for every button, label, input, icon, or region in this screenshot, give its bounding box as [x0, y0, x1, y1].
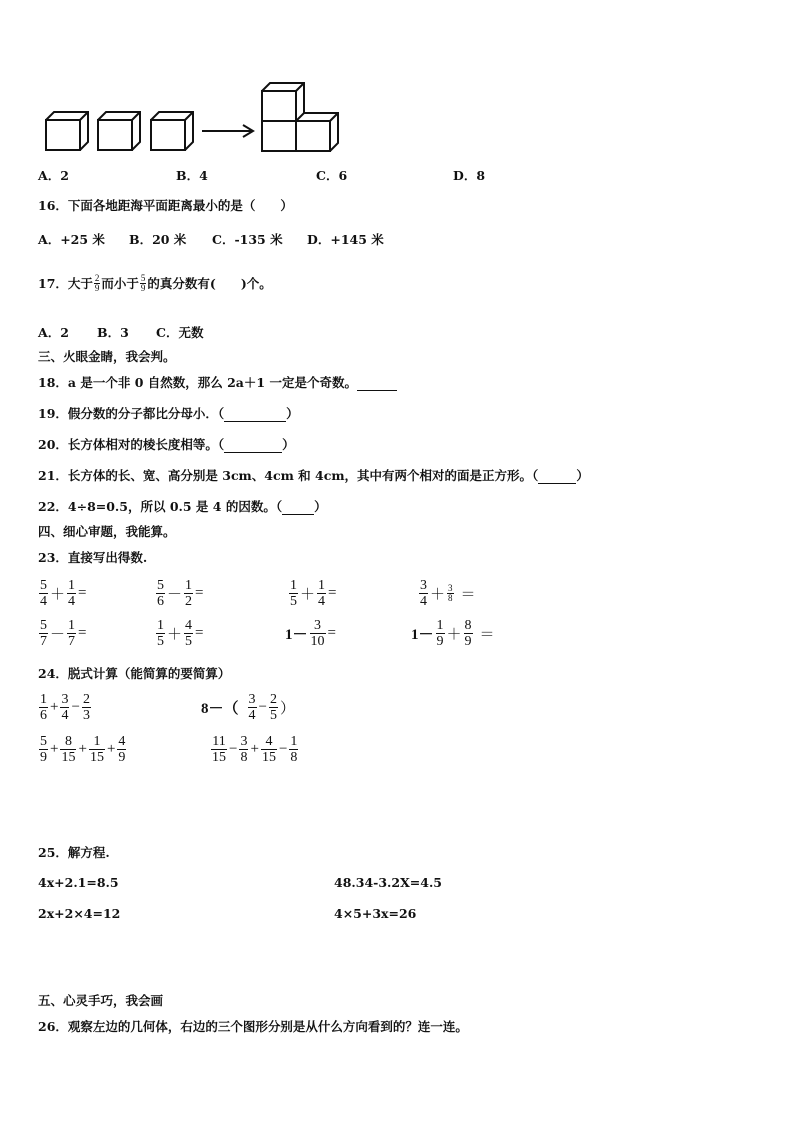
fraction: $\frac{3}{4}$: [248, 692, 256, 723]
q23-expr-8: [410, 618, 496, 649]
operator: －: [50, 627, 66, 643]
q22-answer-blank[interactable]: [282, 500, 314, 515]
fraction: $\frac{1}{7}$: [68, 618, 76, 649]
fraction: $\frac{5}{4}$: [40, 578, 47, 609]
q23-expr-4: [418, 578, 477, 609]
q15-option-b[interactable]: B．4: [176, 168, 208, 183]
equals: =: [78, 625, 87, 641]
fraction: $\frac{1}{2}$: [185, 578, 193, 609]
section-3-heading: 三、火眼金睛，我会判。: [38, 349, 176, 364]
fraction: $\frac{8}{9}$: [464, 618, 472, 649]
fraction: $\frac{3}{10}$: [310, 618, 325, 649]
operator: −: [229, 741, 238, 757]
operator: 1－: [411, 627, 434, 643]
q17-suffix: 的真分数有( )个。: [147, 275, 272, 291]
operator: ＋: [446, 627, 462, 643]
q23-expr-6: [155, 618, 204, 649]
equals: =: [78, 585, 87, 601]
fraction: $\frac{3}{4}$: [420, 578, 427, 609]
fraction: $\frac{3}{8}$: [240, 734, 248, 765]
q18-stem: 18．a 是一个非 0 自然数，那么 2a＋1 一定是个奇数。: [38, 375, 397, 391]
q25-equation-4: 4×5+3x=26: [334, 906, 417, 921]
fraction: $\frac{1}{5}$: [157, 618, 164, 649]
cube-figure: [40, 80, 350, 155]
operator: 1－: [285, 627, 308, 643]
q17-prefix: 17．大于: [38, 275, 93, 291]
operator: ＋: [430, 587, 446, 603]
q25-equation-3: 2x+2×4=12: [38, 906, 121, 921]
q24-expr-2: [200, 692, 296, 723]
q21-answer-blank[interactable]: [538, 469, 576, 484]
q25-stem: 25．解方程.: [38, 845, 110, 860]
q17-fraction-2: $\frac{5}{9}$: [140, 273, 146, 293]
q16-stem: 16．下面各地距海平面距离最小的是（ ）: [38, 198, 293, 213]
q23-stem: 23．直接写出得数.: [38, 550, 148, 565]
q24-expr-3: [38, 734, 127, 765]
section-4-heading: 四、细心审题，我能算。: [38, 524, 176, 539]
q15-option-d[interactable]: D．8: [453, 168, 486, 183]
operator: ＋: [300, 587, 316, 603]
fraction: $\frac{4}{15}$: [261, 734, 276, 765]
q17-mid: 而小于: [101, 275, 139, 291]
fraction: $\frac{2}{3}$: [82, 692, 90, 723]
operator: +: [106, 741, 116, 757]
fraction: $\frac{1}{6}$: [40, 692, 47, 723]
q15-option-a[interactable]: A．2: [38, 168, 69, 183]
q25-equation-2: 48.34-3.2X=4.5: [334, 875, 442, 890]
q16-option-d[interactable]: D．+145 米: [307, 232, 384, 247]
q25-equation-1: 4x+2.1=8.5: [38, 875, 119, 890]
fraction: $\frac{2}{5}$: [269, 692, 277, 723]
q26-stem: 26．观察左边的几何体，右边的三个图形分别是从什么方向看到的？连一连。: [38, 1019, 468, 1034]
fraction: $\frac{1}{8}$: [290, 734, 298, 765]
q17-fraction-1: $\frac{2}{9}$: [94, 273, 100, 293]
q24-stem: 24．脱式计算（能简算的要简算）: [38, 666, 231, 681]
equals: ＝: [479, 627, 495, 643]
operator: ）: [279, 701, 295, 717]
operator: ＋: [167, 627, 183, 643]
fraction: $\frac{1}{4}$: [68, 578, 76, 609]
equals: =: [327, 625, 336, 641]
q20-answer-blank[interactable]: [224, 438, 282, 453]
q16-option-b[interactable]: B．20 米: [129, 232, 187, 247]
fraction: $\frac{5}{7}$: [40, 618, 47, 649]
q17-option-b[interactable]: B．3: [97, 325, 129, 340]
q24-expr-1: [38, 692, 92, 723]
fraction: $\frac{5}{6}$: [157, 578, 164, 609]
operator: ＋: [50, 587, 66, 603]
fraction: $\frac{3}{4}$: [61, 692, 69, 723]
fraction: $\frac{1}{15}$: [89, 734, 104, 765]
operator: −: [71, 699, 80, 715]
q23-expr-7: [284, 618, 337, 649]
q23-expr-2: [155, 578, 204, 609]
q23-expr-3: [288, 578, 337, 609]
fraction: $\frac{4}{9}$: [118, 734, 126, 765]
q16-option-c[interactable]: C．-135 米: [212, 232, 283, 247]
q19-answer-blank[interactable]: [224, 407, 286, 422]
fraction: $\frac{4}{5}$: [185, 618, 193, 649]
q17-option-a[interactable]: A．2: [38, 325, 69, 340]
fraction: $\frac{5}{9}$: [40, 734, 47, 765]
q23-expr-1: [38, 578, 87, 609]
q17-stem: [38, 274, 272, 293]
q16-option-a[interactable]: A．+25 米: [38, 232, 105, 247]
equals: ＝: [460, 587, 476, 603]
fraction: $\frac{8}{15}$: [61, 734, 76, 765]
fraction: $\frac{1}{5}$: [290, 578, 297, 609]
fraction: $\frac{3}{8}$: [448, 583, 453, 603]
operator: +: [250, 741, 259, 757]
q20-stem: 20．长方体相对的棱长度相等。（ ）: [38, 437, 295, 452]
fraction: $\frac{1}{4}$: [318, 578, 326, 609]
section-5-heading: 五、心灵手巧，我会画: [38, 993, 164, 1008]
q24-expr-4: [210, 734, 299, 765]
operator: −: [258, 699, 267, 715]
equals: =: [195, 585, 204, 601]
operator: －: [167, 587, 183, 603]
equals: =: [328, 585, 337, 601]
q18-answer-blank[interactable]: [357, 376, 397, 391]
q19-stem: 19．假分数的分子都比分母小．（ ）: [38, 406, 299, 421]
q21-stem: 21．长方体的长、宽、高分别是 3cm、4cm 和 4cm，其中有两个相对的面是正方形。（ ）: [38, 468, 589, 483]
fraction: $\frac{11}{15}$: [212, 734, 226, 765]
equals: =: [195, 625, 204, 641]
operator: +: [50, 741, 59, 757]
q15-option-c[interactable]: C．6: [316, 168, 348, 183]
operator: +: [50, 699, 59, 715]
operator: +: [78, 741, 87, 757]
q22-stem: 22．4÷8=0.5，所以 0.5 是 4 的因数。（ ）: [38, 499, 327, 514]
q17-option-c[interactable]: C．无数: [156, 325, 204, 340]
q23-expr-5: [38, 618, 87, 649]
operator: −: [278, 741, 288, 757]
fraction: $\frac{1}{9}$: [436, 618, 444, 649]
operator: 8－（: [201, 701, 239, 717]
